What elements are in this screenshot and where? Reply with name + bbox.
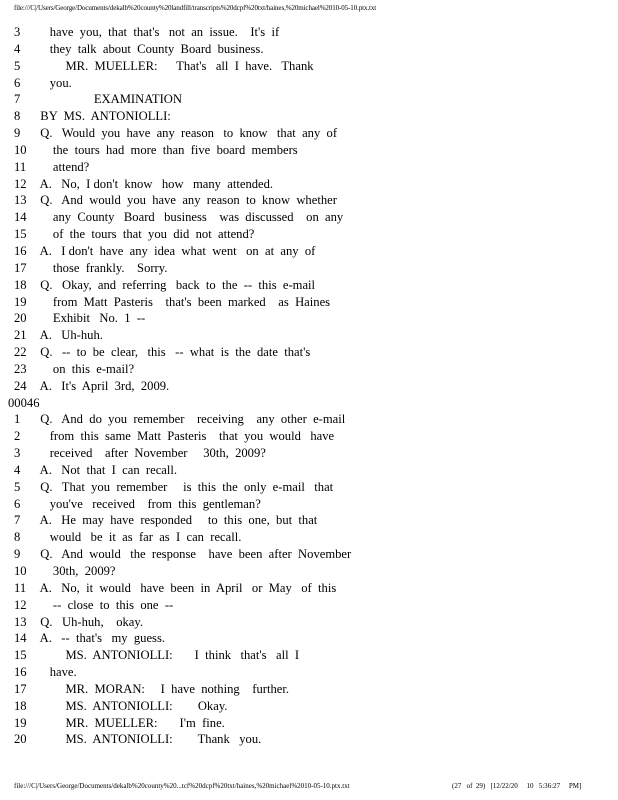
line-number: 14 xyxy=(14,631,27,646)
page-marker xyxy=(0,395,618,412)
line-number: 13 xyxy=(14,193,27,208)
transcript-line xyxy=(0,327,618,344)
line-text: A. No, I don't know how many attended. xyxy=(34,176,274,191)
line-number: 8 xyxy=(14,530,21,545)
transcript-line xyxy=(0,529,618,546)
transcript-line xyxy=(0,546,618,563)
line-number: 21 xyxy=(14,328,27,343)
line-number: 4 xyxy=(14,462,21,477)
line-text: you've received from this gentleman? xyxy=(34,496,261,511)
line-number: 7 xyxy=(14,513,21,528)
line-number: 12 xyxy=(14,176,27,191)
line-number: 3 xyxy=(14,446,21,461)
line-text: from Matt Pasteris that's been marked as Haines xyxy=(34,294,331,309)
line-text: A. Uh-huh. xyxy=(34,328,103,343)
transcript-line xyxy=(0,731,618,748)
line-number: 19 xyxy=(14,715,27,730)
line-text: EXAMINATION xyxy=(34,92,182,107)
transcript-line xyxy=(0,192,618,209)
line-number: 10 xyxy=(14,142,27,157)
transcript-line xyxy=(0,24,618,41)
line-number: 18 xyxy=(14,698,27,713)
line-text: attend? xyxy=(34,159,90,174)
transcript-line xyxy=(0,664,618,681)
line-number: 19 xyxy=(14,294,27,309)
transcript-line xyxy=(0,698,618,715)
line-number: 8 xyxy=(14,109,21,124)
line-number: 17 xyxy=(14,260,27,275)
line-number: 10 xyxy=(14,564,27,578)
transcript-line xyxy=(0,142,618,159)
line-text: would be it as far as I can recall. xyxy=(34,530,242,545)
line-text: A. -- that's my guess. xyxy=(34,631,165,646)
transcript-line xyxy=(0,75,618,92)
line-text: Q. And would the response have been after November xyxy=(34,547,352,562)
transcript-line xyxy=(0,411,618,428)
transcript-line xyxy=(0,125,618,142)
line-text: any County Board business was discussed on any xyxy=(34,210,344,225)
line-number: 12 xyxy=(14,597,27,612)
line-text: have. xyxy=(34,665,77,680)
line-text: Q. And would you have any reason to know whether xyxy=(34,193,337,208)
line-text: Q. And do you remember receiving any other e-mail xyxy=(34,412,346,427)
transcript-line xyxy=(0,428,618,445)
line-number: 20 xyxy=(14,732,27,747)
transcript-line xyxy=(0,209,618,226)
line-text: from this same Matt Pasteris that you would have xyxy=(34,429,335,444)
line-number: 9 xyxy=(14,547,21,562)
transcript-line xyxy=(0,445,618,462)
line-number: 3 xyxy=(14,25,21,39)
line-text: Q. -- to be clear, this -- what is the date that's xyxy=(34,345,311,360)
line-text: Q. Okay, and referring back to the -- this e-mail xyxy=(34,277,316,292)
line-text: MS. ANTONIOLLI: Okay. xyxy=(34,698,228,713)
line-text: A. It's April 3rd, 2009. xyxy=(34,378,170,393)
line-text: A. No, it would have been in April or May of this xyxy=(34,580,337,595)
page-indicator: (27 of 29) [12/22/20 10 5:36:27 PM] xyxy=(452,782,582,790)
line-number: 14 xyxy=(14,210,27,225)
transcript-line xyxy=(0,681,618,698)
transcript-line xyxy=(0,715,618,732)
line-number: 11 xyxy=(14,580,27,595)
line-number: 16 xyxy=(14,243,27,258)
line-text: A. I don't have any idea what went on at any of xyxy=(34,243,316,258)
line-number: 2 xyxy=(14,429,21,444)
line-number: 6 xyxy=(14,75,21,90)
line-text: received after November 30th, 2009? xyxy=(34,446,266,461)
transcript-line xyxy=(0,614,618,631)
line-number: 7 xyxy=(14,92,21,107)
line-number: 00046 xyxy=(8,395,40,410)
transcript-line xyxy=(0,647,618,664)
line-number: 9 xyxy=(14,126,21,141)
transcript-line xyxy=(0,479,618,496)
line-number: 17 xyxy=(14,681,27,696)
line-number: 18 xyxy=(14,277,27,292)
line-text: MS. ANTONIOLLI: I think that's all I xyxy=(34,648,300,663)
line-text: of the tours that you did not attend? xyxy=(34,227,255,242)
transcript-line xyxy=(0,597,618,614)
line-number: 24 xyxy=(14,378,27,393)
line-number: 6 xyxy=(14,496,21,511)
line-number: 16 xyxy=(14,665,27,680)
line-text: BY MS. ANTONIOLLI: xyxy=(34,109,171,124)
transcript-line xyxy=(0,41,618,58)
line-text: MR. MUELLER: That's all I have. Thank xyxy=(34,58,314,73)
file-path-footer: file:///C|/Users/George/Documents/dekalb%20county%20...tcf%20dcpf%20txt/haines,%20michael%2010-05-10.ptx.txt xyxy=(14,782,350,790)
line-text: Q. Uh-huh, okay. xyxy=(34,614,144,629)
transcript-line xyxy=(0,294,618,311)
transcript-line xyxy=(0,260,618,277)
transcript-line xyxy=(0,344,618,361)
transcript-line xyxy=(0,462,618,479)
line-text: A. He may have responded to this one, but that xyxy=(34,513,318,528)
line-number: 15 xyxy=(14,648,27,663)
transcript-line xyxy=(0,277,618,294)
line-number: 5 xyxy=(14,479,21,494)
line-text: MR. MORAN: I have nothing further. xyxy=(34,681,290,696)
line-text: you. xyxy=(34,75,72,90)
line-text: Exhibit No. 1 -- xyxy=(34,311,146,326)
transcript-line xyxy=(0,630,618,647)
transcript-line xyxy=(0,310,618,327)
line-text: -- close to this one -- xyxy=(34,597,174,612)
line-text: 30th, 2009? xyxy=(34,564,116,578)
line-number: 11 xyxy=(14,159,27,174)
line-text: have you, that that's not an issue. It's if xyxy=(34,25,280,39)
transcript-line xyxy=(0,58,618,75)
line-text: they talk about County Board business. xyxy=(34,41,264,56)
transcript-line xyxy=(0,563,618,580)
line-number: 20 xyxy=(14,311,27,326)
line-text: Q. That you remember is this the only e-mail that xyxy=(34,479,334,494)
transcript-line xyxy=(0,496,618,513)
transcript-line xyxy=(0,226,618,243)
transcript-line xyxy=(0,159,618,176)
line-text: A. Not that I can recall. xyxy=(34,462,178,477)
transcript-line xyxy=(0,512,618,529)
transcript-line xyxy=(0,580,618,597)
line-number: 15 xyxy=(14,227,27,242)
transcript-line xyxy=(0,91,618,108)
line-text: MS. ANTONIOLLI: Thank you. xyxy=(34,732,262,747)
line-text: on this e-mail? xyxy=(34,361,135,376)
transcript-body xyxy=(0,24,618,748)
line-text: Q. Would you have any reason to know that any of xyxy=(34,126,338,141)
transcript-line xyxy=(0,243,618,260)
line-text: the tours had more than five board members xyxy=(34,142,298,157)
line-text: those frankly. Sorry. xyxy=(34,260,168,275)
line-number: 22 xyxy=(14,345,27,360)
file-path-header: file:///C|/Users/George/Documents/dekalb%20county%20landfill/transcripts%20dcpf%20txt/haines,%20michael%2010-05-10.ptx.txt xyxy=(14,4,377,12)
line-number: 5 xyxy=(14,58,21,73)
line-number: 13 xyxy=(14,614,27,629)
transcript-line xyxy=(0,378,618,395)
transcript-line xyxy=(0,108,618,125)
line-number: 4 xyxy=(14,41,21,56)
line-number: 1 xyxy=(14,412,21,427)
line-number: 23 xyxy=(14,361,27,376)
transcript-line xyxy=(0,176,618,193)
transcript-line xyxy=(0,361,618,378)
line-text: MR. MUELLER: I'm fine. xyxy=(34,715,225,730)
